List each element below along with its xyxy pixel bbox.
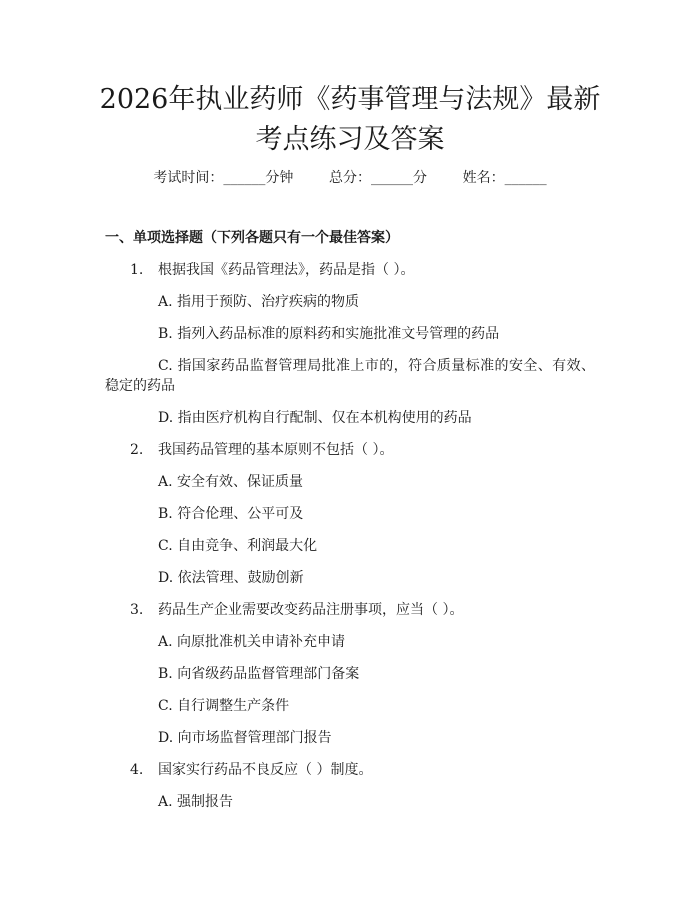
answer-option: C. 自行调整生产条件	[158, 698, 290, 714]
question-text: 我国药品管理的基本原则不包括（ ）。	[158, 442, 394, 458]
name-field: 姓名：______	[462, 170, 547, 186]
answer-option: B. 符合伦理、公平可及	[158, 506, 304, 522]
question-stem	[130, 440, 393, 460]
answer-option: B. 指列入药品标准的原料药和实施批准文号管理的药品	[158, 326, 500, 342]
exam-time-field: 考试时间：______分钟	[153, 170, 294, 186]
section-heading: 一、单项选择题（下列各题只有一个最佳答案）	[105, 230, 399, 246]
question-number: 2.	[130, 442, 144, 458]
question-number: 4.	[130, 762, 144, 778]
exam-info-line	[0, 168, 700, 188]
answer-option: A. 安全有效、保证质量	[158, 474, 304, 490]
question-number: 1.	[130, 262, 144, 278]
answer-option: A. 向原批准机关申请补充申请	[158, 634, 346, 650]
question-number: 3.	[130, 602, 144, 618]
answer-option: D. 向市场监督管理部门报告	[158, 730, 332, 746]
answer-option: C. 自由竞争、利润最大化	[158, 538, 318, 554]
document-title: 2026年执业药师《药事管理与法规》最新考点练习及答案	[99, 84, 601, 155]
question-stem	[130, 260, 414, 280]
total-score-field: 总分：______分	[329, 170, 427, 186]
question-stem	[130, 760, 372, 780]
question-text: 国家实行药品不良反应（ ）制度。	[158, 762, 373, 778]
answer-option: D. 指由医疗机构自行配制、仅在本机构使用的药品	[158, 410, 472, 426]
answer-option: A. 指用于预防、治疗疾病的物质	[158, 294, 360, 310]
answer-option: D. 依法管理、鼓励创新	[158, 570, 304, 586]
answer-option: B. 向省级药品监督管理部门备案	[158, 666, 360, 682]
question-text: 根据我国《药品管理法》，药品是指（ ）。	[158, 262, 415, 278]
question-stem	[130, 600, 463, 620]
question-text: 药品生产企业需要改变药品注册事项，应当（ ）。	[158, 602, 464, 618]
answer-option: C. 指国家药品监督管理局批准上市的，符合质量标准的安全、有效、稳定的药品	[105, 358, 595, 394]
answer-option: A. 强制报告	[158, 794, 234, 810]
